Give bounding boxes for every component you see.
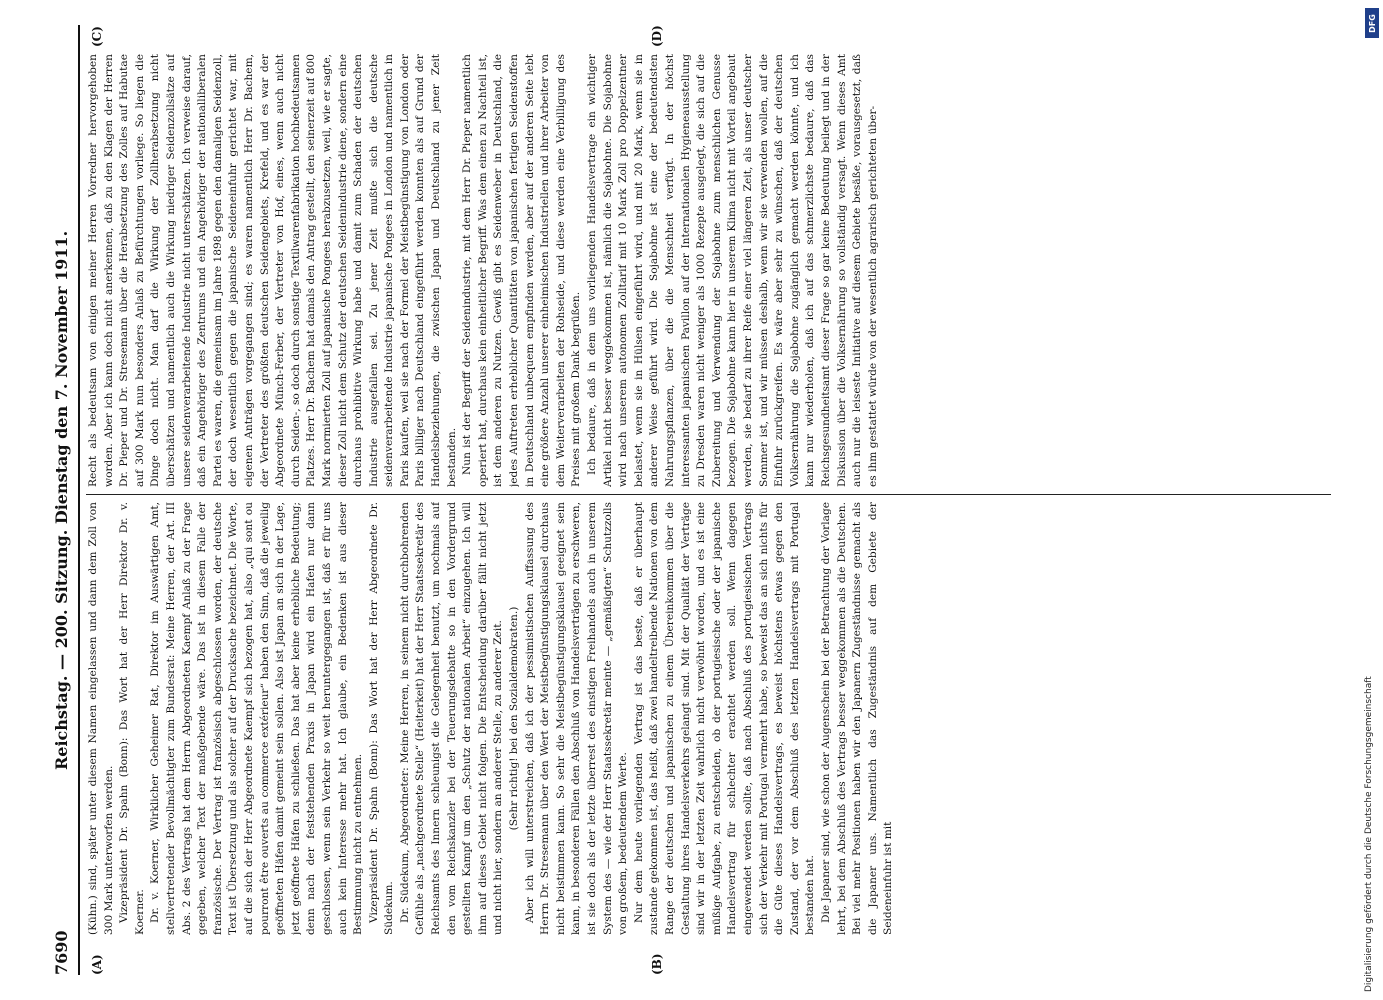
paragraph: Vizepräsident Dr. Spahn (Bonn): Das Wort hat der Herr Direktor Dr. v. Koerner. xyxy=(118,502,146,935)
paragraph: Ich bedaure, daß in dem uns vorliegenden Handelsvertrage ein wichtiger Artikel nicht besser weggekommen ist, nämlich die Sojabohne. Die Sojabohne wird nach unserem autonomen Zolltarif mit 10 Mark Zoll pro Doppelzentner belastet, wenn sie in Hülsen eingeführt wird, und mit 20 Mark, wenn sie in anderer Weise geführt wird. Die Sojabohne ist eine der bedeutendsten Nahrungspflanzen, über die die Menschheit verfügt. In der höchst interessanten japanischen Pavillon auf der Internationalen Hygieneausstellung zu Dresden waren nicht weniger als 1000 Rezepte ausgelegt, die sich auf die Zubereitung und Verwendung der Sojabohne zum menschlichen Genusse bezogen. Die Sojabohne kann hier in unserem Klima nicht mit Vorteil angebaut werden, sie bedarf zu ihrer Reife einer viel längeren Zeit, als unser deutscher Sommer ist, und wir müssen deshalb, wenn wir sie verwenden wollen, auf die Einfuhr zurückgreifen. Es wäre aber sehr zu wünschen, daß der deutschen Volksernährung die Sojabohne zugänglich gemacht werden könnte, und ich kann nur wiederholen, daß ich auf das schmerzlichste bedaure, daß das Reichsgesundheitsamt dieser Frage so gar keine Bedeutung beilegt und in der Diskussion über die Volksernährung so vollständig versagt. Wenn dieses Amt auch nur die leiseste Initiative auf diesem Gebiete besäße, vorausgesetzt, daß es ihm gestattet würde von der wesentlich agrarisch gerichteten über- xyxy=(586,54,879,487)
digitization-note xyxy=(1364,40,1378,1000)
page-number: 7690 xyxy=(52,930,71,975)
margin-marker-c: (C) xyxy=(90,26,104,47)
running-head xyxy=(50,25,74,975)
paragraph: (Sehr richtig! bei den Sozialdemokraten.) xyxy=(508,606,521,831)
paragraph: Nur dem heute vorliegenden Vertrag ist das beste, daß er überhaupt zustande gekommen ist, das heißt, daß zwei handeltreibende Nationen von dem Range der deutschen und japanischen zu einem Übereinkommen über die Gestaltung ihres Handelsverkehrs gelangt sind. Mit der Qualität der Verträge sind wir in der letzten Zeit wahrlich nicht verwöhnt worden, und es ist eine müßige Aufgabe, zu entscheiden, ob der portugiesische oder der japanische Handelsvertrag für schlechter erachtet werden soll. Wenn dagegen eingewendet werden sollte, daß nach Abschluß des portugiesischen Vertrags sich der Verkehr mit Portugal vermehrt habe, so beweist das an sich nichts für die Güte dieses Handelsvertrags, es beweist höchstens etwas gegen den Zustand, der vor dem Abschluß des letzten Handelsvertrags mit Portugal bestanden hat. xyxy=(632,502,817,935)
paragraph: Die Japaner sind, wie schon der Augenschein bei der Betrachtung der Vorlage lehrt, bei dem Abschluß des Vertrags besser weggekommen als die Deutschen. Bei viel mehr Positionen haben wir den Japanern Zugeständnisse gemacht als die Japaner uns. Namentlich das Zugeständnis auf dem Gebiete der Seideneinfuhr ist mit xyxy=(819,502,895,935)
digitization-note-text: Digitalisierung gefördert durch die Deutsche Forschungsgemeinschaft xyxy=(1364,676,1374,992)
paragraph: Recht als bedeutsam von einigen meiner Herren Vorredner hervorgehoben worden. Aber ich kann doch nicht anerkennen, daß zu den Klagen der Herren Dr. Pieper und Dr. Stresemann über die Herabsetzung des Zolles auf Habutae auf 300 Mark nun besonders Anlaß zu Befürchtungen vorliege. So liegen die Dinge doch nicht. Man darf die Wirkung der Zollherabsetzung nicht überschätzen und namentlich auch die Wirkung niedriger Seidenzollsätze auf unsere seidenverarbeitende Industrie nicht unterschätzen. Ich verweise darauf, daß ein Angehöriger des Zentrums und ein Angehöriger der nationalliberalen Partei es waren, die gemeinsam im Jahre 1898 gegen den damaligen Seidenzoll, der doch wesentlich gegen die japanische Seideneinfuhr gerichtet war, mit eigenen Anträgen vorgegangen sind; es waren namentlich Herr Dr. Bachem, der Vertreter des größten deutschen Seidengebiets, Krefeld, und es war der Abgeordnete Münch-Ferber, der Vertreter von Hof, eines, wenn auch nicht durch Seiden-, so doch durch sonstige Textilwarenfabrikation hochbedeutsamen Platzes. Herr Dr. Bachem hat damals den Antrag gestellt, den seinerzeit auf 800 Mark normierten Zoll auf japanische Pongees herabzusetzen, weil, wie er sagte, dieser Zoll nicht dem Schutz der deutschen Seidenindustrie diene, sondern eine durchaus prohibitive Wirkung habe und damit zum Schaden der deutschen Industrie ausgefallen sei. Zu jener Zeit mußte sich die deutsche seidenverarbeitende Industrie japanische Pongees in London und namentlich in Paris kaufen, weil sie nach der Formel der Meistbegünstigung von London oder Paris billiger nach Deutschland eingeführt werden konnten als auf Grund der Handelsbeziehungen, die zwischen Japan und Deutschland zu jener Zeit bestanden. xyxy=(87,54,458,487)
paragraph: Aber ich will unterstreichen, daß ich der pessimistischen Auffassung des Herrn Dr. Stresemann über den Wert der Meistbegünstigungsklausel durchaus nicht beistimmen kann. So sehr die Meistbegünstigungsklausel geeignet sein kann, in besonderen Fällen den Abschluß von Handelsverträgen zu erschweren, ist sie doch als der letzte überrest des einstigen Freihandels auch in unserem System des — wie der Herr Staatssekretär meinte — „gemäßigten“ Schutzzolls von großem, bedeutendem Werte. xyxy=(523,502,630,935)
paragraph: Dr. v. Koerner, Wirklicher Geheimer Rat, Direktor im Auswärtigen Amt, stellvertretender Bevollmächtigter zum Bundesrat: Meine Herren, der Art. III Abs. 2 des Vertrags hat dem Herrn Abgeordneten Kaempf Anlaß zu der Frage gegeben, welcher Text der maßgebende wäre. Das ist in diesem Falle der französische. Der Vertrag ist französisch abgeschlossen worden, der deutsche Text ist Übersetzung und als solcher auf der Drucksache bezeichnet. Die Worte, auf die sich der Herr Abgeordnete Kaempf sich bezogen hat, also „qui sont ou pourront être ouverts au commerce extérieur“ haben den Sinn, daß die jeweilig geöffneten Häfen damit gemeint sein sollen. Also ist Japan an sich in der Lage, jetzt geöffnete Häfen zu schließen. Das hat aber keine erhebliche Bedeutung; denn nach der feststehenden Praxis in Japan wird ein Hafen nur dann geschlossen, wenn sein Verkehr so weit heruntergegangen ist, daß er für uns auch kein Interesse mehr hat. Ich glaube, ein Bedenken ist aus dieser Bestimmung nicht zu entnehmen. xyxy=(149,502,365,935)
margin-marker-d: (D) xyxy=(650,25,664,47)
margin-marker-b: (B) xyxy=(650,953,664,975)
paragraph: Dr. Südekum, Abgeordneter: Meine Herren, in seinem nicht durchbohrenden Gefühle als „nachgeordnete Stelle“ (Heiterkeit) hat der Herr Staatssekretär des Reichsamts des Innern schleunigst die Gelegenheit benutzt, um nochmals auf den vom Reichskanzler bei der Teuerungsdebatte so in den Vordergrund gestellten Kampf um den „Schutz der nationalen Arbeit“ einzugehen. Ich will ihm auf dieses Gebiet nicht folgen. Die Entscheidung darüber fällt nicht jetzt und nicht hier, sondern an anderer Stelle, zu anderer Zeit. xyxy=(398,502,505,935)
paragraph: Nun ist der Begriff der Seidenindustrie, mit dem Herr Dr. Pieper namentlich operiert hat, durchaus kein einheitlicher Begriff. Was dem einen zu Nachteil ist, ist dem anderen zu Nutzen. Gewiß gibt es Seidenweber in Deutschland, die jedes Auftreten erheblicher Quantitäten von japanischen fertigen Seidenstoffen in Deutschland unbequem empfinden werden, aber auf der anderen Seite lebt eine größere Anzahl unserer einheimischen Industriellen und ihrer Arbeiter von dem Weiterverarbeiten der Rohseide, und diese werden eine Verbilligung des Preises mit großem Dank begrüßen. xyxy=(461,54,583,487)
rotated-page xyxy=(50,25,1340,975)
paragraph: (Kühn.) sind, später unter diesem Namen eingelassen und dann dem Zoll von 300 Mark unterworfen werden. xyxy=(87,502,115,935)
margin-marker-a: (A) xyxy=(90,954,104,975)
right-column xyxy=(86,54,1331,487)
page-title: Reichstag. — 200. Sitzung. Dienstag den 7. November 1911. xyxy=(52,230,71,770)
header-rule xyxy=(78,25,80,975)
left-column xyxy=(86,502,1331,935)
column-divider xyxy=(86,494,1331,495)
dfg-logo: DFG xyxy=(1365,8,1379,38)
paragraph: Vizepräsident Dr. Spahn (Bonn): Das Wort hat der Herr Abgeordnete Dr. Südekum. xyxy=(367,502,396,935)
